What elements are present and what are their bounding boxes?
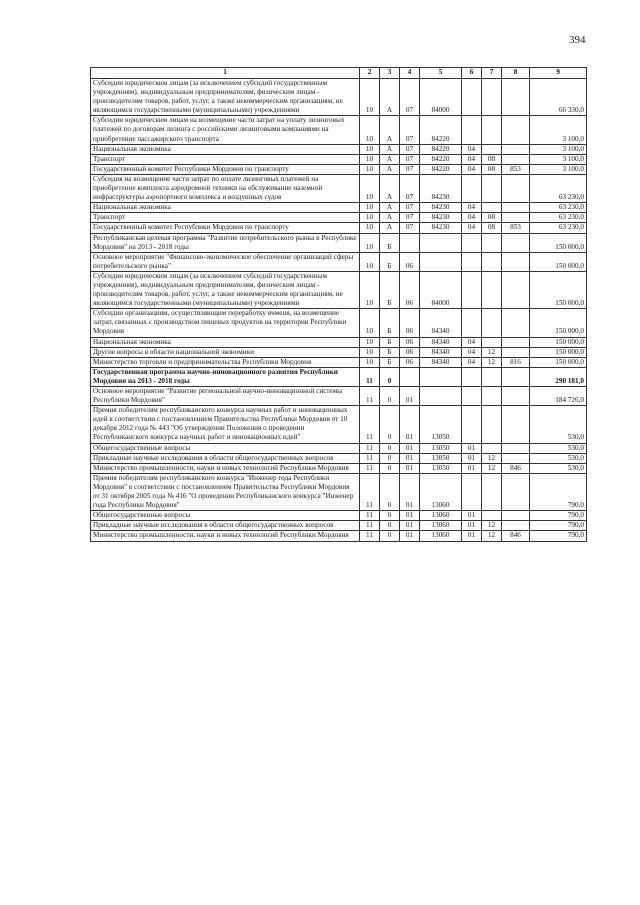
row-amount: 150 000,0 xyxy=(530,309,587,337)
col-3: Б xyxy=(380,271,400,308)
row-name: Министерство промышленности, науки и новых технологий Республики Мордовия xyxy=(91,463,360,473)
table-row xyxy=(91,453,587,463)
row-amount: 790,0 xyxy=(530,473,587,510)
row-amount: 150 000,0 xyxy=(530,252,587,271)
row-amount: 3 100,0 xyxy=(530,164,587,174)
col-6: 04 xyxy=(462,347,482,357)
col-8 xyxy=(502,367,530,386)
page-number: 394 xyxy=(569,34,586,46)
col-4: 01 xyxy=(400,443,420,453)
col-3: А xyxy=(380,164,400,174)
table-row xyxy=(91,154,587,164)
row-name: Премия победителям республиканского конкурса научных работ и инновационных идей в соответствии с постановлением Правительства Республики Мордовия от 10 декабря 2012 года № 443 "Об утверждении Положения о проведении Республиканского конкурса научных работ и инновационных идей" xyxy=(91,406,360,443)
col-2: 10 xyxy=(360,337,380,347)
col-2: 10 xyxy=(360,233,380,252)
col-5: 13050 xyxy=(420,443,462,453)
col-4: 06 xyxy=(400,271,420,308)
row-amount: 530,0 xyxy=(530,406,587,443)
col-5: 84220 xyxy=(420,154,462,164)
col-6 xyxy=(462,79,482,116)
table-row xyxy=(91,337,587,347)
col-3: Б xyxy=(380,347,400,357)
col-4: 07 xyxy=(400,144,420,154)
col-3: А xyxy=(380,144,400,154)
row-amount: 63 230,0 xyxy=(530,203,587,213)
col-5: 13060 xyxy=(420,511,462,521)
col-5: 13050 xyxy=(420,406,462,443)
table-row xyxy=(91,271,587,308)
col-5: 84340 xyxy=(420,357,462,367)
col-7: 08 xyxy=(482,154,502,164)
col-2: 10 xyxy=(360,252,380,271)
col-5: 84220 xyxy=(420,164,462,174)
table-row xyxy=(91,531,587,541)
row-amount: 3 100,0 xyxy=(530,116,587,144)
header-cell: 7 xyxy=(482,68,502,79)
col-5: 84230 xyxy=(420,174,462,202)
table-row xyxy=(91,79,587,116)
col-3: 0 xyxy=(380,406,400,443)
header-cell: 8 xyxy=(502,68,530,79)
col-6 xyxy=(462,233,482,252)
col-5 xyxy=(420,387,462,406)
row-name: Министерство промышленности, науки и новых технологий Республики Мордовия xyxy=(91,531,360,541)
col-5: 13050 xyxy=(420,453,462,463)
col-7 xyxy=(482,252,502,271)
col-7: 12 xyxy=(482,521,502,531)
col-4: 07 xyxy=(400,174,420,202)
col-4: 01 xyxy=(400,511,420,521)
col-7: 12 xyxy=(482,463,502,473)
col-3: 0 xyxy=(380,453,400,463)
col-8 xyxy=(502,174,530,202)
col-4: 07 xyxy=(400,213,420,223)
col-6 xyxy=(462,252,482,271)
col-6: 01 xyxy=(462,463,482,473)
col-5: 84000 xyxy=(420,271,462,308)
row-amount: 530,0 xyxy=(530,453,587,463)
col-2: 10 xyxy=(360,347,380,357)
col-5: 84340 xyxy=(420,337,462,347)
col-8 xyxy=(502,337,530,347)
col-8 xyxy=(502,154,530,164)
row-amount: 3 100,0 xyxy=(530,154,587,164)
row-name: Министерство торговли и предпринимательства Республики Мордовия xyxy=(91,357,360,367)
col-7 xyxy=(482,174,502,202)
row-name: Республиканская целевая программа "Развитие потребительского рынка в Республике Мордовия" на 2013 - 2018 годы xyxy=(91,233,360,252)
row-name: Общегосударственные вопросы xyxy=(91,443,360,453)
row-name: Субсидии организациям, осуществляющим переработку ячменя, на возмещение затрат, связанных с производством пищевых продуктов на территории Республики Мордовия xyxy=(91,309,360,337)
row-amount: 184 726,0 xyxy=(530,387,587,406)
col-2: 10 xyxy=(360,357,380,367)
table-row xyxy=(91,473,587,510)
col-8: 816 xyxy=(502,357,530,367)
col-4: 01 xyxy=(400,387,420,406)
col-2: 11 xyxy=(360,463,380,473)
col-3: А xyxy=(380,223,400,233)
col-4: 06 xyxy=(400,309,420,337)
col-2: 10 xyxy=(360,154,380,164)
col-5: 84230 xyxy=(420,203,462,213)
table-row xyxy=(91,443,587,453)
col-6: 04 xyxy=(462,357,482,367)
col-2: 10 xyxy=(360,116,380,144)
col-2: 11 xyxy=(360,406,380,443)
row-amount: 530,0 xyxy=(530,463,587,473)
col-2: 11 xyxy=(360,453,380,463)
col-5: 13060 xyxy=(420,521,462,531)
row-name: Прикладные научные исследования в области общегосударственных вопросов xyxy=(91,453,360,463)
table-row xyxy=(91,213,587,223)
row-amount: 63 230,0 xyxy=(530,213,587,223)
row-amount: 290 181,0 xyxy=(530,367,587,386)
col-8 xyxy=(502,443,530,453)
col-8 xyxy=(502,521,530,531)
header-row xyxy=(91,68,587,79)
col-5 xyxy=(420,252,462,271)
col-8 xyxy=(502,79,530,116)
col-7 xyxy=(482,337,502,347)
col-4: 01 xyxy=(400,521,420,531)
row-amount: 790,0 xyxy=(530,531,587,541)
col-2: 10 xyxy=(360,223,380,233)
col-3: 0 xyxy=(380,463,400,473)
table-row xyxy=(91,347,587,357)
col-3: 0 xyxy=(380,367,400,386)
col-2: 10 xyxy=(360,144,380,154)
col-3: А xyxy=(380,116,400,144)
table-row xyxy=(91,174,587,202)
col-8 xyxy=(502,347,530,357)
col-7 xyxy=(482,387,502,406)
col-7 xyxy=(482,511,502,521)
col-3: А xyxy=(380,213,400,223)
col-6: 04 xyxy=(462,144,482,154)
col-7 xyxy=(482,144,502,154)
col-6 xyxy=(462,116,482,144)
col-5 xyxy=(420,233,462,252)
col-8 xyxy=(502,473,530,510)
col-7 xyxy=(482,116,502,144)
row-name: Субсидия на возмещение части затрат по оплате лизинговых платежей на приобретение комплекта аэродромной техники на обслуживание наземной инфраструктуры аэропортного комплекса и воздушных судов xyxy=(91,174,360,202)
row-name: Субсидии юридическим лицам на возмещение части затрат на уплату лизинговых платежей по договорам лизинга с российскими лизинговыми компаниями на приобретение пассажирского транспорта xyxy=(91,116,360,144)
col-7 xyxy=(482,233,502,252)
col-8 xyxy=(502,406,530,443)
col-3: Б xyxy=(380,309,400,337)
col-8 xyxy=(502,511,530,521)
col-6: 01 xyxy=(462,521,482,531)
col-6: 01 xyxy=(462,531,482,541)
col-5: 84340 xyxy=(420,309,462,337)
col-6: 04 xyxy=(462,154,482,164)
col-2: 10 xyxy=(360,271,380,308)
col-5: 84220 xyxy=(420,116,462,144)
row-amount: 3 100,0 xyxy=(530,144,587,154)
col-7 xyxy=(482,367,502,386)
col-8 xyxy=(502,453,530,463)
col-2: 11 xyxy=(360,443,380,453)
col-4: 07 xyxy=(400,154,420,164)
col-6: 04 xyxy=(462,164,482,174)
col-4: 01 xyxy=(400,473,420,510)
col-7 xyxy=(482,79,502,116)
row-name: Национальная экономика xyxy=(91,144,360,154)
col-4: 01 xyxy=(400,531,420,541)
col-8 xyxy=(502,213,530,223)
table-row xyxy=(91,521,587,531)
col-8 xyxy=(502,252,530,271)
col-4: 06 xyxy=(400,252,420,271)
col-2: 10 xyxy=(360,203,380,213)
col-3: 0 xyxy=(380,387,400,406)
col-5: 13060 xyxy=(420,473,462,510)
row-amount: 63 230,0 xyxy=(530,223,587,233)
col-2: 10 xyxy=(360,79,380,116)
col-6: 01 xyxy=(462,453,482,463)
col-8 xyxy=(502,309,530,337)
col-4: 01 xyxy=(400,406,420,443)
table-row xyxy=(91,144,587,154)
row-name: Государственная программа научно-инновационного развития Республики Мордовия на 2013 - 2018 годы xyxy=(91,367,360,386)
col-6 xyxy=(462,387,482,406)
col-2: 10 xyxy=(360,174,380,202)
row-amount: 530,0 xyxy=(530,443,587,453)
table-row xyxy=(91,252,587,271)
row-amount: 150 000,0 xyxy=(530,337,587,347)
col-2: 11 xyxy=(360,511,380,521)
row-name: Премия победителям республиканского конкурса "Инженер года Республики Мордовия" в соответствии с постановлением Правительства Республики Мордовия от 31 октября 2005 года № 416 "О проведении Республиканского конкурса "Инженер года Республики Мордовия" xyxy=(91,473,360,510)
col-7: 12 xyxy=(482,357,502,367)
table-row xyxy=(91,511,587,521)
col-2: 11 xyxy=(360,473,380,510)
row-name: Национальная экономика xyxy=(91,203,360,213)
table-row xyxy=(91,203,587,213)
col-2: 11 xyxy=(360,531,380,541)
table-row xyxy=(91,367,587,386)
col-6: 04 xyxy=(462,203,482,213)
col-8 xyxy=(502,387,530,406)
col-7: 12 xyxy=(482,531,502,541)
col-6 xyxy=(462,174,482,202)
col-7: 08 xyxy=(482,164,502,174)
col-2: 11 xyxy=(360,367,380,386)
row-name: Субсидии юридическим лицам (за исключением субсидий государственным учреждениям), индивидуальным предпринимателям, физическим лицам - производителям товаров, работ, услуг, а также некоммерческим организациям, не являющимся государственными (муниципальными) учреждениями xyxy=(91,79,360,116)
col-8 xyxy=(502,203,530,213)
col-3: А xyxy=(380,79,400,116)
row-amount: 150 000,0 xyxy=(530,347,587,357)
col-7: 08 xyxy=(482,213,502,223)
col-8 xyxy=(502,144,530,154)
col-7 xyxy=(482,271,502,308)
col-5 xyxy=(420,367,462,386)
row-name: Субсидии юридическим лицам (за исключением субсидий государственным учреждениям), индивидуальным предпринимателям, физическим лицам - производителям товаров, работ, услуг, а также некоммерческим организациям, не являющимся государственными (муниципальными) учреждениями xyxy=(91,271,360,308)
table-row xyxy=(91,223,587,233)
col-6: 04 xyxy=(462,337,482,347)
col-7 xyxy=(482,309,502,337)
col-3: 0 xyxy=(380,473,400,510)
col-5: 84230 xyxy=(420,213,462,223)
row-name: Государственный комитет Республики Мордовия по транспорту xyxy=(91,223,360,233)
col-6: 04 xyxy=(462,223,482,233)
col-4 xyxy=(400,367,420,386)
col-7 xyxy=(482,443,502,453)
col-5: 84220 xyxy=(420,144,462,154)
header-cell: 4 xyxy=(400,68,420,79)
col-3: Б xyxy=(380,337,400,347)
row-name: Другие вопросы в области национальной экономики xyxy=(91,347,360,357)
col-4 xyxy=(400,233,420,252)
row-amount: 790,0 xyxy=(530,521,587,531)
col-3: А xyxy=(380,174,400,202)
col-3: Б xyxy=(380,252,400,271)
col-5: 13050 xyxy=(420,463,462,473)
row-amount: 150 000,0 xyxy=(530,357,587,367)
table-row xyxy=(91,463,587,473)
col-6 xyxy=(462,367,482,386)
table-row xyxy=(91,406,587,443)
row-name: Государственный комитет Республики Мордовия по транспорту xyxy=(91,164,360,174)
col-5: 84230 xyxy=(420,223,462,233)
col-2: 10 xyxy=(360,309,380,337)
col-7: 12 xyxy=(482,453,502,463)
col-5: 84340 xyxy=(420,347,462,357)
col-5: 84000 xyxy=(420,79,462,116)
table-row xyxy=(91,387,587,406)
table-row xyxy=(91,164,587,174)
col-4: 01 xyxy=(400,463,420,473)
col-8: 846 xyxy=(502,463,530,473)
table-row xyxy=(91,309,587,337)
col-4: 07 xyxy=(400,116,420,144)
col-6: 04 xyxy=(462,213,482,223)
col-2: 10 xyxy=(360,213,380,223)
col-4: 01 xyxy=(400,453,420,463)
header-cell: 6 xyxy=(462,68,482,79)
col-3: 0 xyxy=(380,511,400,521)
col-6: 01 xyxy=(462,443,482,453)
header-cell: 5 xyxy=(420,68,462,79)
row-name: Основное мероприятие "Развитие региональной научно-инновационной системы Республики Мордовия" xyxy=(91,387,360,406)
col-7 xyxy=(482,406,502,443)
row-amount: 63 230,0 xyxy=(530,174,587,202)
col-2: 10 xyxy=(360,164,380,174)
col-4: 06 xyxy=(400,337,420,347)
row-amount: 790,0 xyxy=(530,511,587,521)
row-name: Транспорт xyxy=(91,213,360,223)
col-2: 11 xyxy=(360,521,380,531)
col-4: 07 xyxy=(400,223,420,233)
row-name: Общегосударственные вопросы xyxy=(91,511,360,521)
col-3: А xyxy=(380,203,400,213)
table-row xyxy=(91,116,587,144)
col-8: 846 xyxy=(502,531,530,541)
row-amount: 66 330,0 xyxy=(530,79,587,116)
col-6 xyxy=(462,271,482,308)
col-4: 07 xyxy=(400,79,420,116)
header-cell: 3 xyxy=(380,68,400,79)
table-row xyxy=(91,233,587,252)
col-4: 07 xyxy=(400,164,420,174)
col-3: 0 xyxy=(380,531,400,541)
col-8 xyxy=(502,116,530,144)
row-amount: 150 000,0 xyxy=(530,233,587,252)
col-6: 01 xyxy=(462,511,482,521)
header-cell: 1 xyxy=(91,68,360,79)
col-3: Б xyxy=(380,357,400,367)
header-cell: 9 xyxy=(530,68,587,79)
col-8: 853 xyxy=(502,223,530,233)
col-7 xyxy=(482,473,502,510)
col-3: А xyxy=(380,154,400,164)
col-6 xyxy=(462,309,482,337)
col-8 xyxy=(502,271,530,308)
col-8 xyxy=(502,233,530,252)
row-name: Основное мероприятие "Финансово-экономическое обеспечение организаций сферы потребительского рынка" xyxy=(91,252,360,271)
row-amount: 150 000,0 xyxy=(530,271,587,308)
col-7: 08 xyxy=(482,223,502,233)
col-7: 12 xyxy=(482,347,502,357)
budget-table xyxy=(90,67,587,542)
col-6 xyxy=(462,473,482,510)
col-3: Б xyxy=(380,233,400,252)
col-6 xyxy=(462,406,482,443)
row-name: Прикладные научные исследования в области общегосударственных вопросов xyxy=(91,521,360,531)
col-3: 0 xyxy=(380,443,400,453)
table-row xyxy=(91,357,587,367)
col-4: 07 xyxy=(400,203,420,213)
row-name: Транспорт xyxy=(91,154,360,164)
col-3: 0 xyxy=(380,521,400,531)
col-5: 13060 xyxy=(420,531,462,541)
row-name: Национальная экономика xyxy=(91,337,360,347)
col-4: 06 xyxy=(400,347,420,357)
col-4: 06 xyxy=(400,357,420,367)
col-2: 11 xyxy=(360,387,380,406)
header-cell: 2 xyxy=(360,68,380,79)
col-7 xyxy=(482,203,502,213)
col-8: 853 xyxy=(502,164,530,174)
